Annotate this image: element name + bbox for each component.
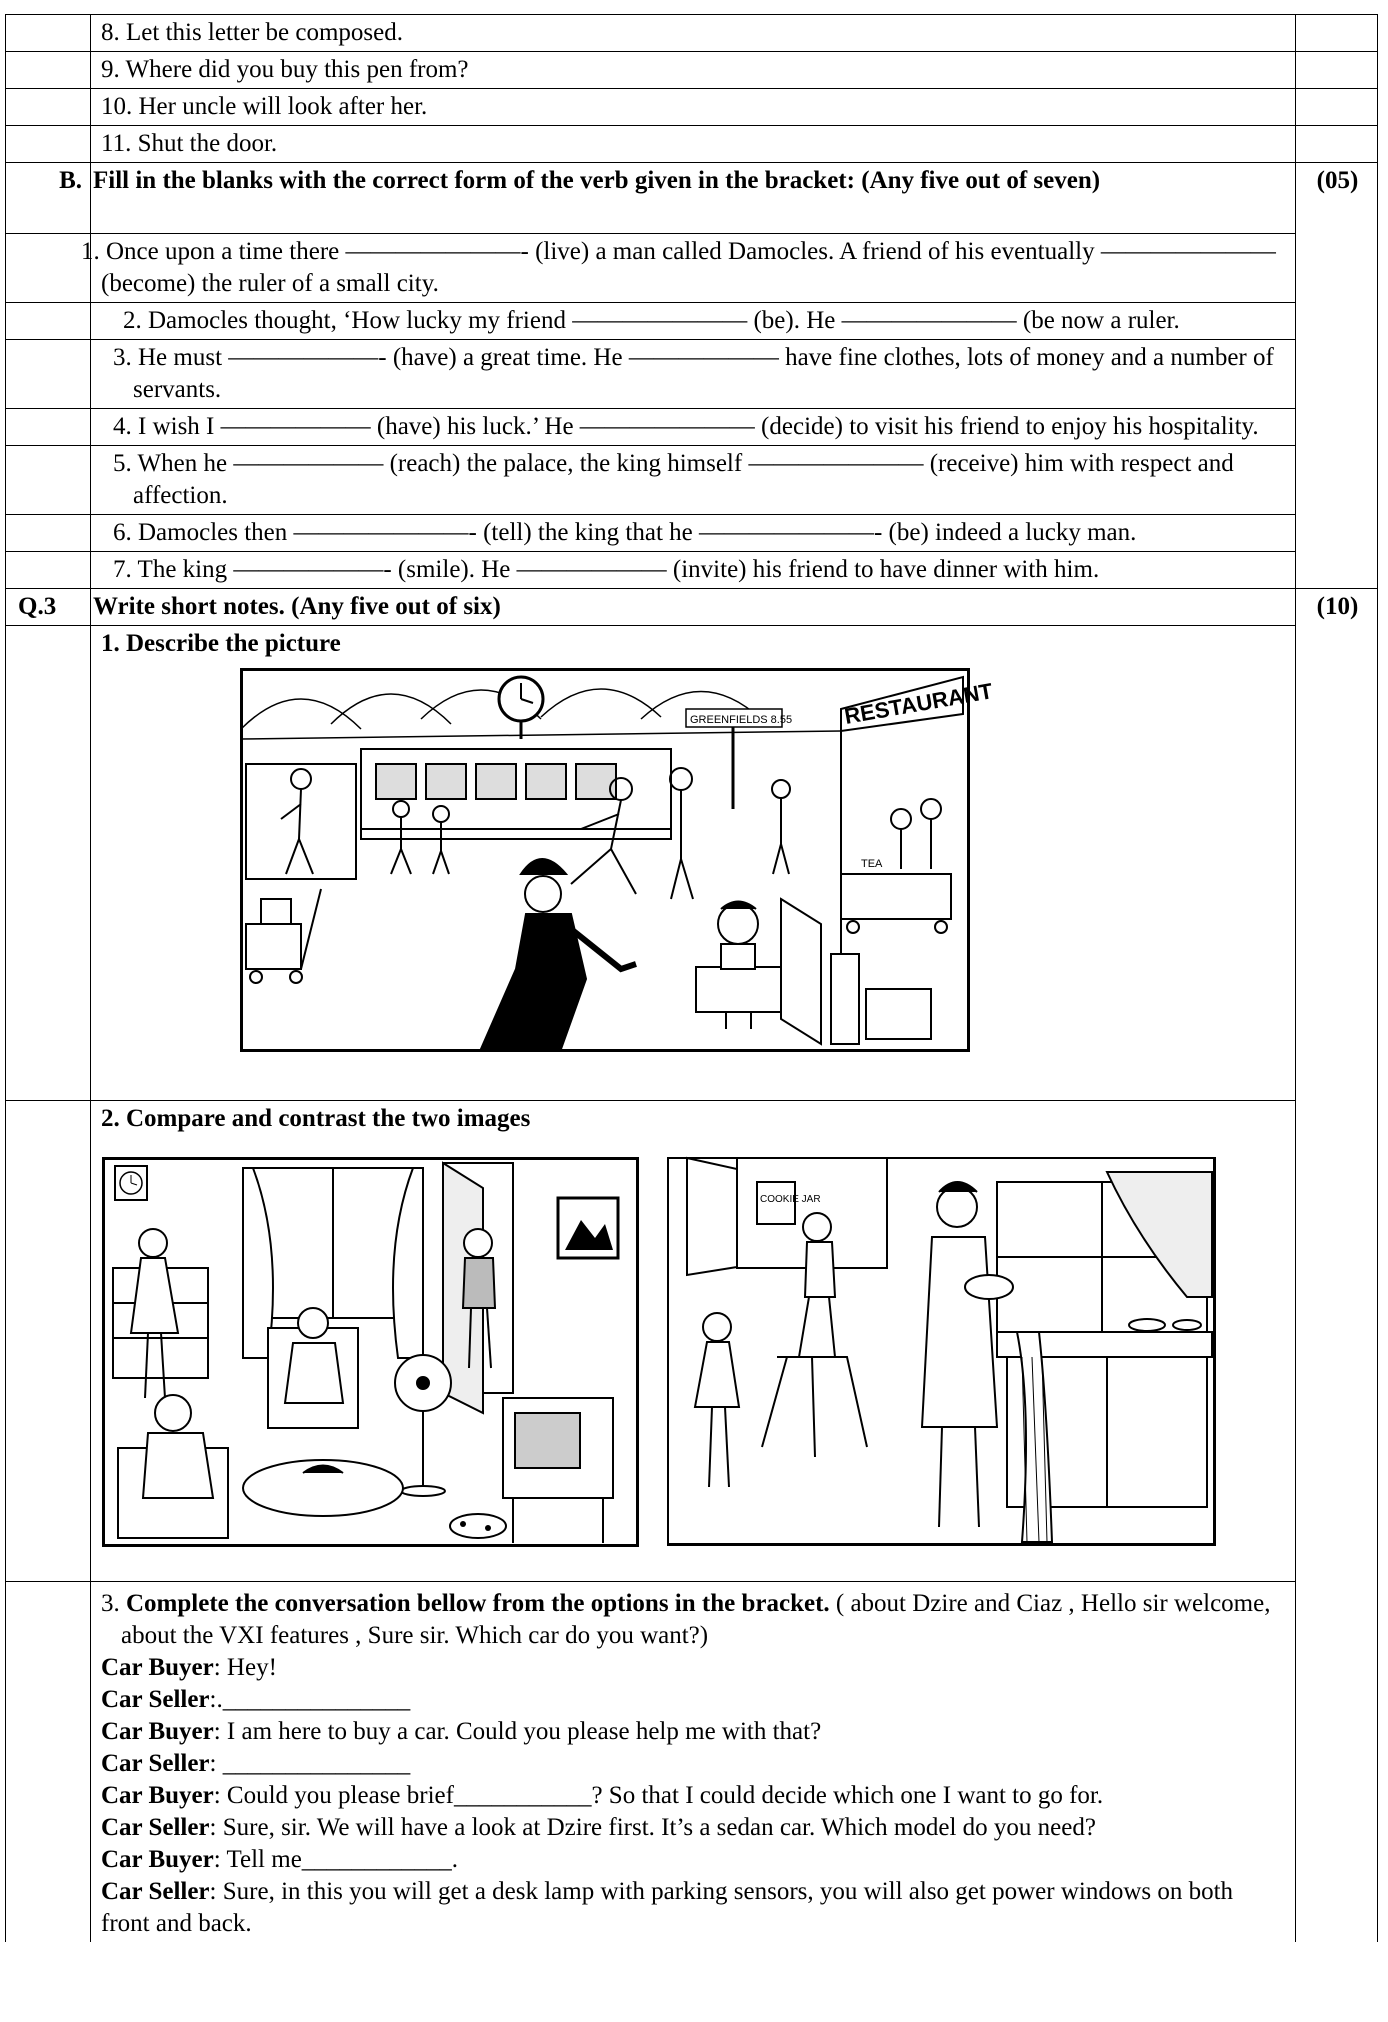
speaker-label: Car Buyer [101, 1846, 214, 1873]
part-b-header [6, 163, 1378, 234]
conversation-line [101, 1684, 1287, 1716]
image-pair [101, 1157, 1287, 1547]
item-2-title: 2. Compare and contrast the two images [101, 1105, 531, 1132]
dialogue-text: : Sure, sir. We will have a look at Dzire first. It’s a sedan car. Which model do you need? [209, 1814, 1096, 1841]
item-3-options: ( about Dzire and Ciaz , Hello sir welcome, about the VXI features , Sure sir. Which car do you want?) [121, 1590, 1271, 1649]
svg-text:RESTAURANT: RESTAURANT [842, 678, 995, 729]
part-b-row [6, 340, 1378, 409]
svg-text:COOKIE JAR: COOKIE JAR [760, 1194, 821, 1205]
part-b-item: 2. Damocles thought, ‘How lucky my friend ——————— (be). He ——————— (be now a ruler. [91, 303, 1296, 340]
speaker-label: Car Seller [101, 1686, 210, 1713]
part-b-row [6, 303, 1378, 340]
svg-text:GREENFIELDS 8.55: GREENFIELDS 8.55 [690, 714, 793, 726]
speaker-label: Car Seller [101, 1878, 210, 1905]
open-cabinet [687, 1158, 887, 1275]
dialogue-text: : Could you please brief___________? So that I could decide which one I want to go for. [213, 1782, 1104, 1809]
railway-station-picture [240, 668, 995, 1052]
speaker-label: Car Seller [101, 1750, 210, 1777]
conversation-line [101, 1876, 1287, 1940]
part-b-row [6, 409, 1378, 446]
speaker-label: Car Buyer [101, 1718, 214, 1745]
conversation-line [101, 1780, 1287, 1812]
dialogue-text: : _______________ [209, 1750, 411, 1777]
q3-header [6, 589, 1378, 626]
wall-picture-frame [558, 1198, 618, 1258]
part-b-row [6, 446, 1378, 515]
kitchen-window [997, 1172, 1212, 1332]
speaker-label: Car Buyer [101, 1782, 214, 1809]
conversation-block [91, 1582, 1296, 1943]
part-a-item: 9. Where did you buy this pen from? [91, 52, 1296, 89]
dialogue-text: :._______________ [209, 1686, 411, 1713]
conversation-line [101, 1652, 1287, 1684]
q3-item-2 [6, 1101, 1378, 1582]
item-3-prompt [101, 1588, 1287, 1652]
part-a-row [6, 126, 1378, 163]
dialogue-text: : Tell me____________. [213, 1846, 459, 1873]
living-room-picture [102, 1157, 639, 1547]
question-sheet [5, 14, 1378, 1942]
part-a-row [6, 15, 1378, 52]
q3-label: Q.3 [6, 589, 91, 626]
speaker-label: Car Buyer [101, 1654, 214, 1681]
svg-text:TEA: TEA [861, 858, 883, 870]
kitchen-picture [667, 1157, 1216, 1546]
conversation-line [101, 1812, 1287, 1844]
part-a-item: 8. Let this letter be composed. [91, 15, 1296, 52]
part-b-label: B. [6, 163, 91, 234]
item-3-number: 3. [101, 1590, 120, 1617]
conversation-line [101, 1716, 1287, 1748]
part-a-row [6, 52, 1378, 89]
dialogue-text: : I am here to buy a car. Could you please help me with that? [213, 1718, 822, 1745]
part-b-row [6, 234, 1378, 303]
sleeping-cat [450, 1514, 506, 1538]
part-b-item: 6. Damocles then ———————- (tell) the king that he ———————- (be) indeed a lucky man. [91, 515, 1296, 552]
dialogue-text: : Sure, in this you will get a desk lamp with parking sensors, you will also get power windows on both front and back. [101, 1878, 1234, 1937]
part-b-item: 5. When he —————— (reach) the palace, the king himself ——————— (receive) him with respect and affection. [91, 446, 1296, 515]
part-b-marks: (05) [1296, 163, 1378, 234]
part-a-item: 11. Shut the door. [91, 126, 1296, 163]
part-b-item: 1. Once upon a time there ———————- (live) a man called Damocles. A friend of his eventually ——————— (become) the ruler of a small city. [91, 234, 1296, 303]
part-b-row [6, 515, 1378, 552]
q3-item-3 [6, 1582, 1378, 1943]
item-3-title: Complete the conversation bellow from the options in the bracket. [126, 1590, 830, 1617]
speaker-label: Car Seller [101, 1814, 210, 1841]
wall-clock-icon [115, 1166, 147, 1200]
coffee-table [243, 1460, 403, 1516]
conversation-line [101, 1844, 1287, 1876]
part-a-row [6, 89, 1378, 126]
item-1-title: 1. Describe the picture [101, 630, 341, 657]
part-b-item: 4. I wish I —————— (have) his luck.’ He ——————— (decide) to visit his friend to enjoy his hospitality. [91, 409, 1296, 446]
q3-marks: (10) [1296, 589, 1378, 626]
q3-instruction: Write short notes. (Any five out of six) [91, 589, 1296, 626]
q3-item-1 [6, 626, 1378, 1101]
part-b-instruction: Fill in the blanks with the correct form of the verb given in the bracket: (Any five out of seven) [91, 163, 1296, 234]
part-a-item: 10. Her uncle will look after her. [91, 89, 1296, 126]
part-b-row [6, 552, 1378, 589]
dialogue-text: : Hey! [213, 1654, 277, 1681]
part-b-item: 7. The king ——————- (smile). He —————— (invite) his friend to have dinner with him. [91, 552, 1296, 589]
conversation-line [101, 1748, 1287, 1780]
part-b-item: 3. He must ——————- (have) a great time. He —————— have fine clothes, lots of money and a number of servants. [91, 340, 1296, 409]
